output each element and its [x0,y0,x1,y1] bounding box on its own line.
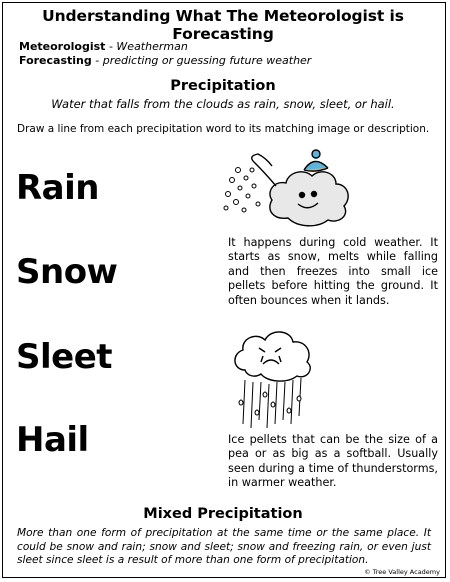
description-hail: Ice pellets that can be the size of a pea or as big as a softball. Usually seen during a time of thunderstorms, in warmer weather. [228,433,438,490]
mixed-precipitation-text: More than one form of precipitation at the same time or the same place. It could be snow and rain; snow and sleet; snow and freezing rain, or even just sleet since sleet is a result of more than one form of precipitation. [17,527,431,566]
instruction-text: Draw a line from each precipitation word to its matching image or description. [17,123,430,135]
definition-forecasting: Forecasting - predicting or guessing future weather [19,54,312,67]
rain-cloud-image [225,320,325,432]
copyright-notice: © Tree Valley Academy [364,568,440,576]
word-rain: Rain [16,168,99,208]
precipitation-heading: Precipitation [170,78,276,94]
definition-meteorologist: Meteorologist - Weatherman [19,40,188,53]
word-snow: Snow [16,252,118,292]
description-sleet: It happens during cold weather. It starts as snow, melts while falling and then freezes into small ice pellets before hitting the ground. It often bounces when it lands. [228,236,438,307]
definitions [19,40,311,68]
precipitation-definition: Water that falls from the clouds as rain, snow, sleet, or hail. [51,97,395,111]
mixed-precipitation-heading: Mixed Precipitation [143,506,303,522]
page-title: Understanding What The Meteorologist is Forecasting [42,7,404,43]
word-sleet: Sleet [16,337,113,377]
word-hail: Hail [16,420,89,460]
snow-cloud-image [218,140,358,240]
